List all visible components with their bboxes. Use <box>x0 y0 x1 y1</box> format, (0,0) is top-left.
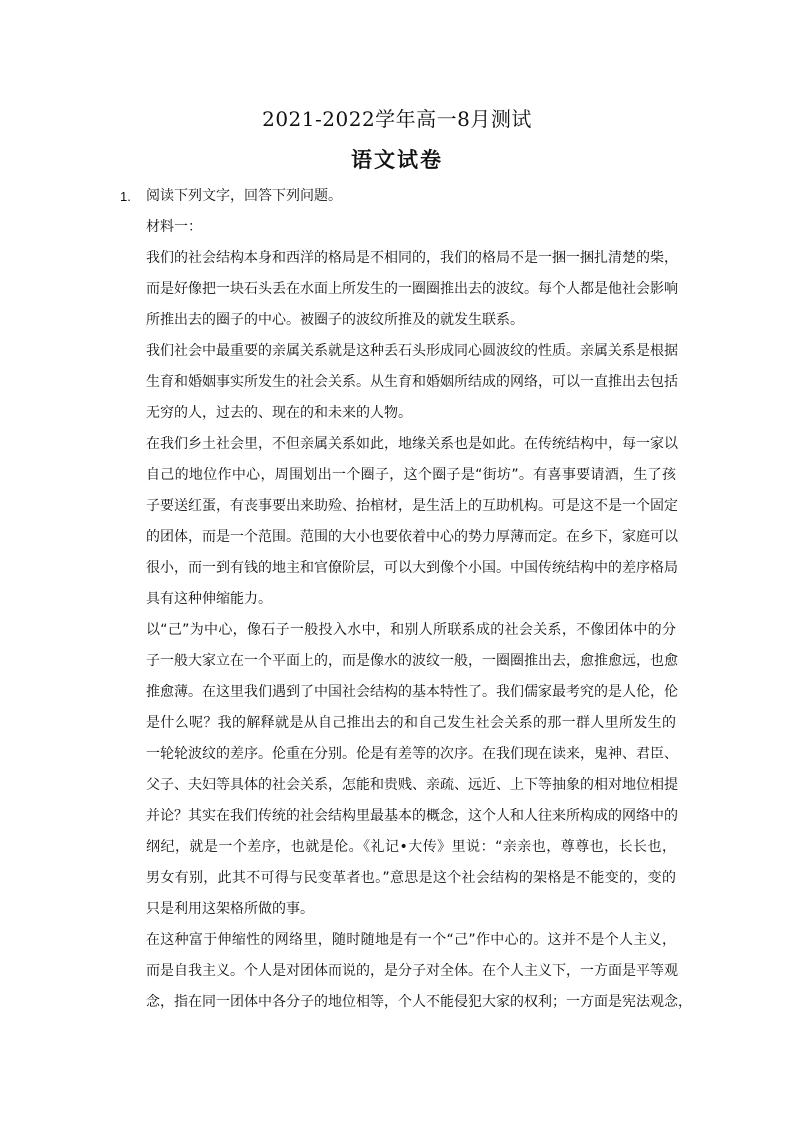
paragraph-line: 推愈薄。在这里我们遇到了中国社会结构的基本特性了。我们儒家最考究的是人伦，伦 <box>146 684 678 700</box>
paragraph-line: 念，指在同一团体中各分子的地位相等，个人不能侵犯大家的权利；一方面是宪法观念， <box>146 994 692 1010</box>
paragraph-line: 而是好像把一块石头丢在水面上所发生的一圈圈推出去的波纹。每个人都是他社会影响 <box>146 281 678 297</box>
material-label: 材料一： <box>146 219 202 235</box>
paragraph-line: 自己的地位作中心，周围划出一个圈子，这个圈子是“街坊”。有喜事要请酒，生了孩 <box>146 467 676 483</box>
paragraph-line: 的团体，而是一个范围。范围的大小也要依着中心的势力厚薄而定。在乡下，家庭可以 <box>146 529 678 545</box>
paragraph-line: 子要送红蛋，有丧事要出来助殓、抬棺材，是生活上的互助机构。可是这不是一个固定 <box>146 498 678 514</box>
paragraph-line: 子一般大家立在一个平面上的，而是像水的波纹一般，一圈圈推出去，愈推愈远，也愈 <box>146 653 678 669</box>
prompt-line: 阅读下列文字，回答下列问题。 <box>146 188 342 204</box>
paragraph-line: 男女有别，此其不可得与民变革者也。”意思是这个社会结构的架格是不能变的，变的 <box>146 870 676 886</box>
paragraph-2 <box>146 336 676 429</box>
paragraph-line: 以“己”为中心，像石子一般投入水中，和别人所联系成的社会关系，不像团体中的分 <box>146 622 676 638</box>
paragraph-line: 生育和婚姻事实所发生的社会关系。从生育和婚姻所结成的网络，可以一直推出去包括 <box>146 374 678 390</box>
paragraph-line: 纲纪，就是一个差序，也就是伦。《礼记•大传》里说：“亲亲也，尊尊也，长长也， <box>146 839 676 855</box>
paragraph-line: 在我们乡土社会里，不但亲属关系如此，地缘关系也是如此。在传统结构中，每一家以 <box>146 436 678 452</box>
paragraph-line: 很小，而一到有钱的地主和官僚阶层，可以大到像个小国。中国传统结构中的差序格局 <box>146 560 678 576</box>
paragraph-line: 无穷的人，过去的、现在的和未来的人物。 <box>146 405 412 421</box>
paragraph-line: 而是自我主义。个人是对团体而说的，是分子对全体。在个人主义下，一方面是平等观 <box>146 963 678 979</box>
paragraph-line: 在这种富于伸缩性的网络里，随时随地是有一个“己”作中心的。这并不是个人主义， <box>146 932 676 948</box>
paragraph-line: 所推出去的圈子的中心。被圈子的波纹所推及的就发生联系。 <box>146 312 524 328</box>
paragraph-line: 父子、夫妇等具体的社会关系，怎能和贵贱、亲疏、远近、上下等抽象的相对地位相提 <box>146 777 678 793</box>
exam-subtitle: 语文试卷 <box>351 147 443 172</box>
question-number: 1. <box>120 189 131 204</box>
question-prompt <box>146 181 676 243</box>
paragraph-line: 我们的社会结构本身和西洋的格局是不相同的，我们的格局不是一捆一捆扎清楚的柴， <box>146 250 678 266</box>
exam-title: 2021-2022学年高一8月测试 <box>262 107 532 131</box>
paragraph-1 <box>146 243 676 336</box>
paragraph-line: 我们社会中最重要的亲属关系就是这种丢石头形成同心圆波纹的性质。亲属关系是根据 <box>146 343 678 359</box>
paragraph-4 <box>146 615 676 925</box>
paragraph-line: 只是利用这架格所做的事。 <box>146 901 314 917</box>
paragraph-line: 一轮轮波纹的差序。伦重在分别。伦是有差等的次序。在我们现在读来，鬼神、君臣、 <box>146 746 678 762</box>
paragraph-line: 是什么呢？我的解释就是从自己推出去的和自己发生社会关系的那一群人里所发生的 <box>146 715 676 731</box>
paragraph-line: 并论？其实在我们传统的社会结构里最基本的概念，这个人和人往来所构成的网络中的 <box>146 808 678 824</box>
paragraph-line: 具有这种伸缩能力。 <box>146 591 272 607</box>
paragraph-3 <box>146 429 676 615</box>
paragraph-5 <box>146 925 692 1018</box>
